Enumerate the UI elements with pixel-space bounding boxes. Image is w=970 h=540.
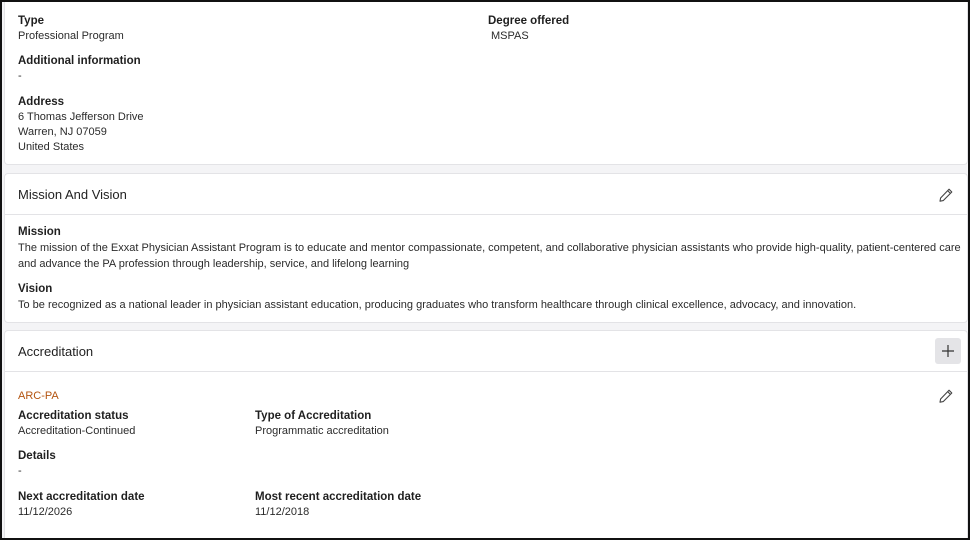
add-accreditation-button[interactable] <box>935 338 961 364</box>
program-details-card <box>4 2 968 165</box>
mission-text: The mission of the Exxat Physician Assistant Program is to educate and mentor compassionate, competent, and collaborative physician assistants who provide high-quality, patient-centered care and advance the PA profession through leadership, service, and lifelong learning <box>18 242 961 270</box>
type-value: Professional Program <box>18 30 124 42</box>
next-accreditation-label: Next accreditation date <box>18 491 145 503</box>
edit-mission-button[interactable] <box>933 182 959 208</box>
accreditation-type-value: Programmatic accreditation <box>255 425 389 437</box>
vision-label: Vision <box>18 283 53 295</box>
pencil-icon <box>938 388 954 404</box>
accreditation-status-label: Accreditation status <box>18 410 129 422</box>
additional-info-label: Additional information <box>18 55 141 67</box>
accreditation-type-label: Type of Accreditation <box>255 410 372 422</box>
degree-value: MSPAS <box>491 30 529 42</box>
mission-vision-title: Mission And Vision <box>18 187 127 202</box>
pencil-icon <box>938 187 954 203</box>
details-label: Details <box>18 450 56 462</box>
recent-accreditation-label: Most recent accreditation date <box>255 491 422 503</box>
recent-accreditation-value: 11/12/2018 <box>255 506 310 518</box>
degree-label: Degree offered <box>488 15 570 27</box>
accreditation-card <box>4 330 968 540</box>
accreditation-header <box>5 331 967 372</box>
additional-info-value: - <box>18 70 22 82</box>
details-value: - <box>18 465 22 477</box>
plus-icon <box>941 344 955 358</box>
type-label: Type <box>18 15 44 27</box>
address-line-1: 6 Thomas Jefferson Drive <box>18 111 144 123</box>
mission-vision-header <box>5 174 967 215</box>
edit-accreditation-button[interactable] <box>933 383 959 409</box>
accreditation-name-link[interactable]: ARC-PA <box>18 390 59 402</box>
accreditation-status-value: Accreditation-Continued <box>18 425 136 437</box>
mission-vision-card <box>4 173 968 323</box>
next-accreditation-value: 11/12/2026 <box>18 506 73 518</box>
mission-label: Mission <box>18 226 61 238</box>
accreditation-title: Accreditation <box>18 344 94 359</box>
address-line-3: United States <box>18 141 85 153</box>
vision-text: To be recognized as a national leader in physician assistant education, producing graduates who transform healthcare through clinical excellence, advocacy, and innovation. <box>18 299 857 311</box>
address-label: Address <box>18 96 65 108</box>
address-line-2: Warren, NJ 07059 <box>18 126 107 138</box>
